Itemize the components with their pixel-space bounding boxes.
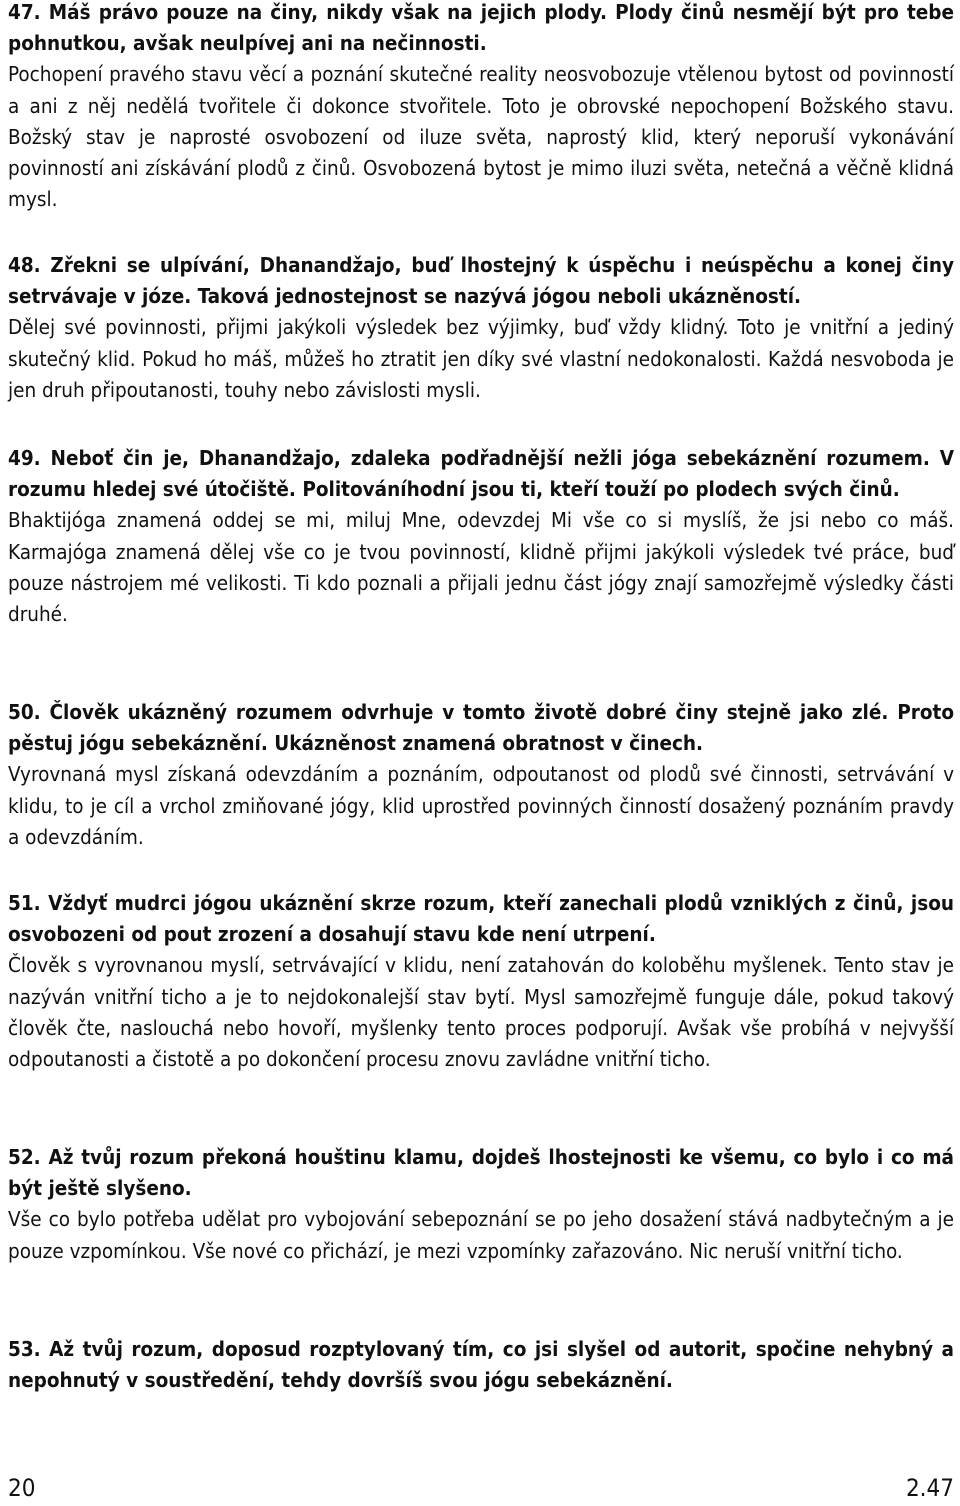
verse-commentary: Vše co bylo potřeba udělat pro vybojování sebepoznání se po jeho dosažení stává nadbytečným a je pouze vzpomínkou. Vše nové co přichází, je mezi vzpomínky zařazováno. Nic neruší vnitřní ticho. (8, 1207, 954, 1263)
verse-commentary: Vyrovnaná mysl získaná odevzdáním a poznáním, odpoutanost od plodů své činnosti, setrvávání v klidu, to je cíl a vrchol zmiňované jógy, klid uprostřed povinných činností dosažený poznáním pravdy a odevzdáním. (8, 762, 954, 849)
verse-49 (8, 443, 954, 630)
verse-50 (8, 697, 954, 853)
page-number: 20 (8, 1474, 36, 1502)
section-reference: 2.47 (905, 1474, 954, 1502)
verse-51 (8, 888, 954, 1075)
verse-47 (8, 0, 954, 215)
verse-commentary: Pochopení pravého stavu věcí a poznání skutečné reality neosvobozuje vtělenou bytost od povinností a ani z něj nedělá tvořitele či dokonce stvořitele. Toto je obrovské nepochopení Božského stavu. Božský stav je naprosté osvobození od iluze světa, naprostý klid, který neporuší vykonávání povinností ani získávání plodů z činů. Osvobozená bytost je mimo iluzi světa, netečná a věčně klidná mysl. (8, 62, 954, 212)
verse-48 (8, 250, 954, 406)
verse-heading: 47. Máš právo pouze na činy, nikdy však na jejich plody. Plody činů nesmějí být pro tebe pohnutkou, avšak neulpívej ani na nečinnosti. (8, 0, 954, 56)
verse-commentary: Dělej své povinnosti, přijmi jakýkoli výsledek bez výjimky, buď vždy klidný. Toto je vnitřní a jediný skutečný klid. Pokud ho máš, můžeš ho ztratit jen díky své vlastní nedokonalosti. Každá nesvoboda je jen druh připoutanosti, touhy nebo závislosti mysli. (8, 315, 954, 402)
verse-heading: 48. Zřekni se ulpívání, Dhanandžajo, buď lhostejný k úspěchu i neúspěchu a konej činy setrvávaje v józe. Taková jednostejnost se nazývá jógou neboli ukázněností. (8, 253, 954, 309)
verse-53 (8, 1334, 954, 1396)
verse-heading: 52. Až tvůj rozum překoná houštinu klamu, dojdeš lhostejnosti ke všemu, co bylo i co má být ještě slyšeno. (8, 1145, 954, 1201)
verse-commentary: Bhaktijóga znamená oddej se mi, miluj Mne, odevzdej Mi vše co si myslíš, že jsi nebo co máš. Karmajóga znamená dělej vše co je tvou povinností, klidně přijmi jakýkoli výsledek tvé práce, buď pouze nástrojem mé velikosti. Ti kdo poznali a přijali jednu část jógy znají samozřejmě výsledky části druhé. (8, 508, 954, 627)
verse-52 (8, 1142, 954, 1267)
verse-heading: 49. Neboť čin je, Dhanandžajo, zdaleka podřadnější nežli jóga sebekáznění rozumem. V rozumu hledej své útočiště. Politováníhodní jsou ti, kteří touží po plodech svých činů. (8, 446, 954, 502)
verse-commentary: Člověk s vyrovnanou myslí, setrvávající v klidu, není zatahován do koloběhu myšlenek. Tento stav je nazýván vnitřní ticho a je to nejdokonalejší stav bytí. Mysl samozřejmě funguje dále, pokud takový člověk čte, naslouchá nebo hovoří, myšlenky tento proces podporují. Avšak vše probíhá v nejvyšší odpoutanosti a čistotě a po dokončení procesu znovu zavládne vnitřní ticho. (8, 953, 954, 1072)
verse-heading: 51. Vždyť mudrci jógou ukáznění skrze rozum, kteří zanechali plodů vzniklých z činů, jsou osvobozeni od pout zrození a dosahují stavu kde není utrpení. (8, 891, 954, 947)
verse-heading: 53. Až tvůj rozum, doposud rozptylovaný tím, co jsi slyšel od autorit, spočine nehybný a nepohnutý v soustředění, tehdy dovršíš svou jógu sebekáznění. (8, 1337, 954, 1393)
verse-heading: 50. Člověk ukázněný rozumem odvrhuje v tomto životě dobré činy stejně jako zlé. Proto pěstuj jógu sebekáznění. Ukázněnost znamená obratnost v činech. (8, 700, 954, 756)
